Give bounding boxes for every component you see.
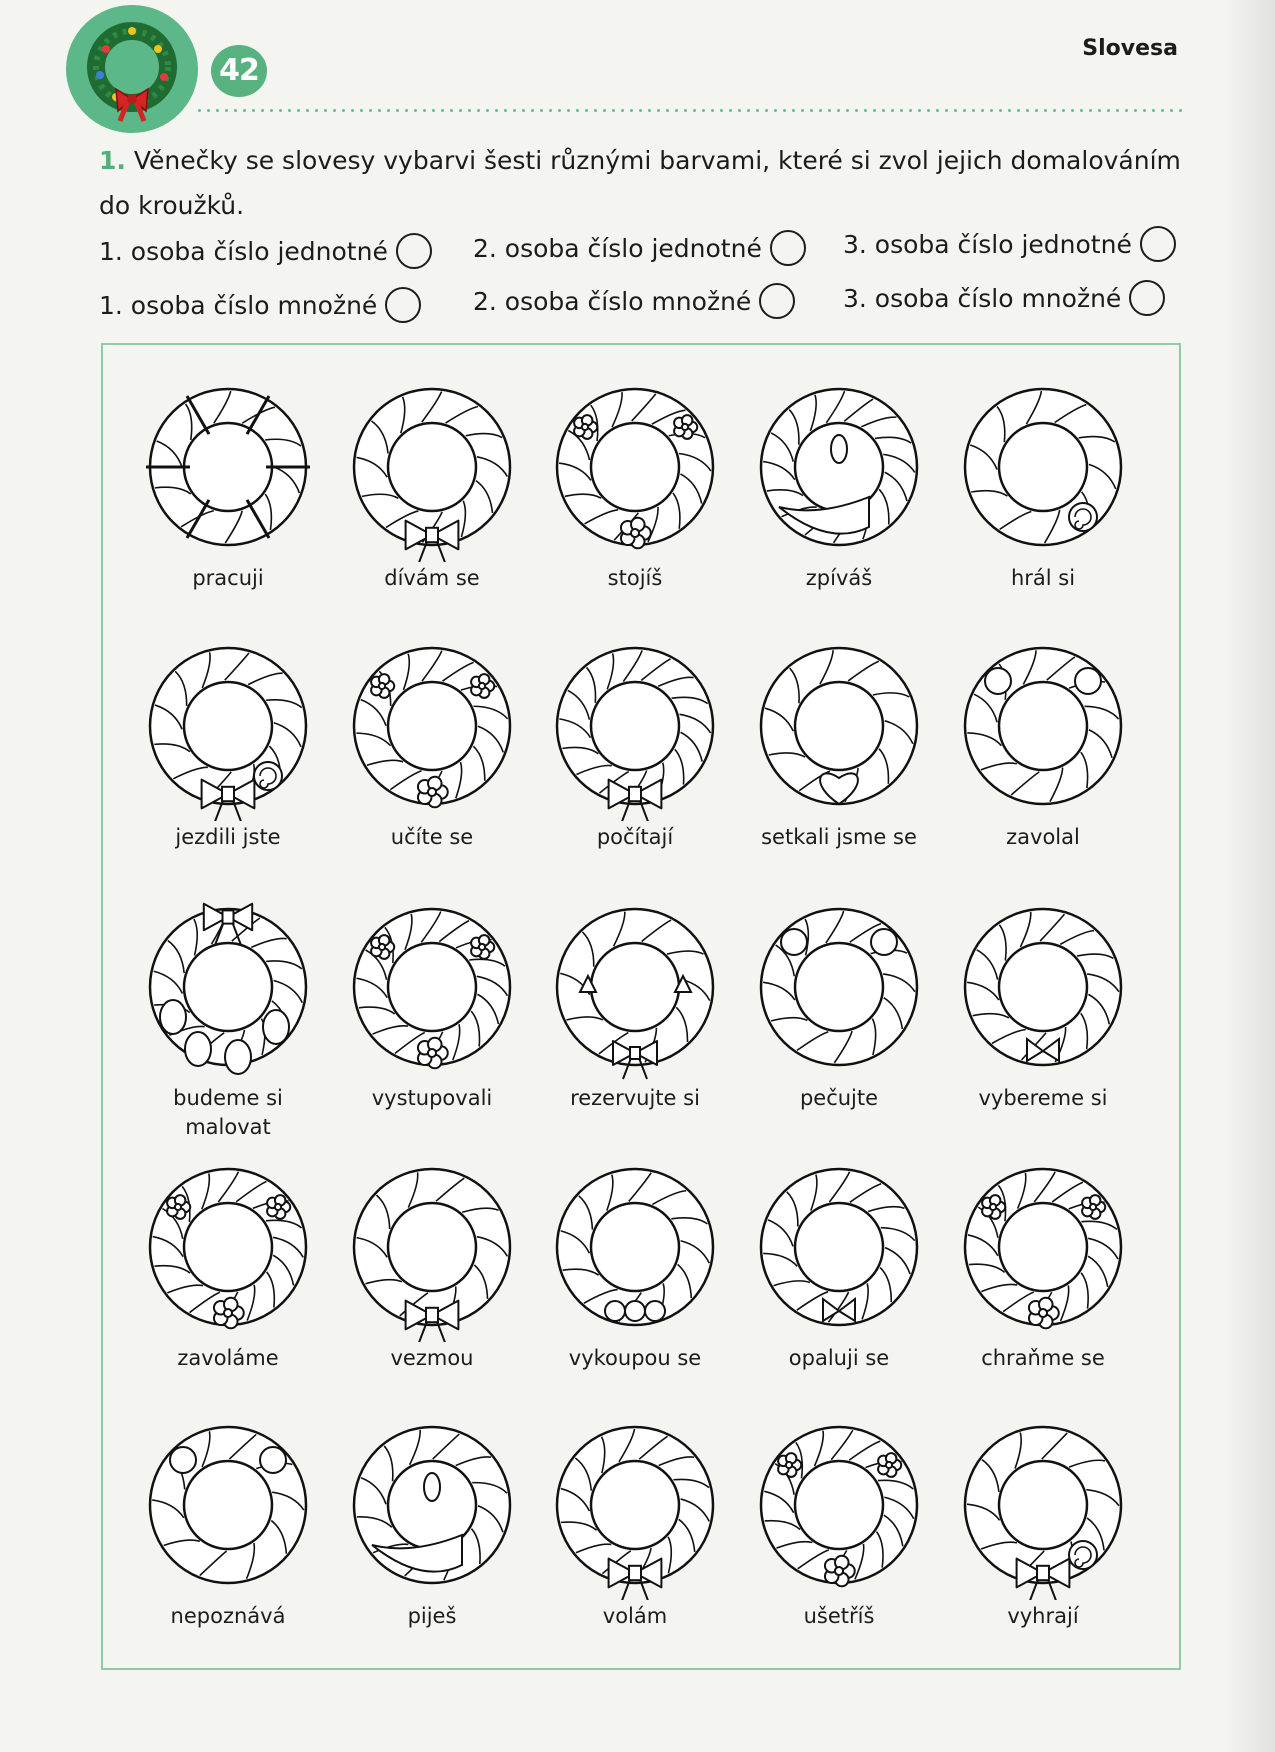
wreath-verb-label: zavolal bbox=[1006, 825, 1080, 849]
legend-item bbox=[473, 230, 806, 266]
flower-wreath-icon[interactable] bbox=[540, 372, 730, 562]
page-badge bbox=[66, 5, 198, 133]
rose-wreath-icon[interactable] bbox=[948, 372, 1138, 562]
section-title: Slovesa bbox=[1082, 36, 1178, 61]
wreath-card[interactable] bbox=[739, 1410, 939, 1631]
wreath-card[interactable] bbox=[128, 631, 328, 852]
wreath-verb-label: vybereme si bbox=[978, 1086, 1108, 1110]
egg-wreath-icon[interactable] bbox=[133, 892, 323, 1082]
wreath-verb-label: vezmou bbox=[390, 1346, 474, 1370]
legend-item bbox=[843, 226, 1176, 262]
wreath-verb-label: volám bbox=[602, 1604, 668, 1628]
wreath-card[interactable] bbox=[332, 1152, 532, 1373]
color-circle[interactable] bbox=[396, 233, 432, 269]
wreath-card[interactable] bbox=[128, 1152, 328, 1373]
wreath-verb-label: dívám se bbox=[384, 566, 480, 590]
wreath-card[interactable] bbox=[332, 1410, 532, 1631]
rose-bow-wreath-icon[interactable] bbox=[948, 1410, 1138, 1600]
bow-wreath-icon[interactable] bbox=[337, 1152, 527, 1342]
wreath-verb-label: zavoláme bbox=[177, 1346, 279, 1370]
flower-wreath-icon[interactable] bbox=[337, 892, 527, 1082]
wreath-verb-label: zpíváš bbox=[805, 566, 873, 590]
wreath-verb-label: jezdili jste bbox=[175, 825, 281, 849]
wreath-card[interactable] bbox=[943, 372, 1143, 593]
legend-item bbox=[99, 233, 432, 269]
legend-item bbox=[473, 283, 795, 319]
wreath-card[interactable] bbox=[943, 1410, 1143, 1631]
wreath-verb-label: učíte se bbox=[390, 825, 474, 849]
wreath-verb-label: počítají bbox=[596, 825, 674, 849]
rose-bow-wreath-icon[interactable] bbox=[133, 631, 323, 821]
wreath-verb-label: chraňme se bbox=[981, 1346, 1105, 1370]
page-edge-shadow bbox=[1225, 0, 1275, 1752]
wreath-verb-label: vykoupou se bbox=[568, 1346, 702, 1370]
wreath-verb-label: budeme si malovat bbox=[173, 1086, 283, 1139]
wreath-card[interactable] bbox=[943, 1152, 1143, 1373]
wreath-card[interactable] bbox=[535, 892, 735, 1113]
wreath-verb-label: piješ bbox=[407, 1604, 457, 1628]
wreath-card[interactable] bbox=[943, 631, 1143, 852]
wreath-card[interactable] bbox=[128, 892, 328, 1142]
flower-wreath-icon[interactable] bbox=[948, 1152, 1138, 1342]
wreath-card[interactable] bbox=[739, 1152, 939, 1373]
wreath-card[interactable] bbox=[332, 631, 532, 852]
legend-label: 2. osoba číslo jednotné bbox=[473, 233, 762, 263]
wreath-card[interactable] bbox=[535, 372, 735, 593]
color-circle[interactable] bbox=[770, 230, 806, 266]
wreath-card[interactable] bbox=[943, 892, 1143, 1113]
flower-wreath-icon[interactable] bbox=[337, 631, 527, 821]
color-circle[interactable] bbox=[385, 287, 421, 323]
heart-wreath-icon[interactable] bbox=[744, 631, 934, 821]
color-circle[interactable] bbox=[1129, 280, 1165, 316]
wreath-verb-label: opaluji se bbox=[788, 1346, 890, 1370]
legend-item bbox=[843, 280, 1165, 316]
wreath-card[interactable] bbox=[739, 372, 939, 593]
wreath-card[interactable] bbox=[535, 631, 735, 852]
butterfly-wreath-icon[interactable] bbox=[744, 1152, 934, 1342]
wreath-card[interactable] bbox=[739, 892, 939, 1113]
wreath-verb-label: vystupovali bbox=[371, 1086, 493, 1110]
flower-wreath-icon[interactable] bbox=[744, 1410, 934, 1600]
dotted-divider bbox=[195, 109, 1185, 112]
wreath-card[interactable] bbox=[332, 372, 532, 593]
tulip-wreath-icon[interactable] bbox=[540, 892, 730, 1082]
wreath-card[interactable] bbox=[128, 372, 328, 593]
wreath-verb-label: hrál si bbox=[1010, 566, 1076, 590]
cornucopia-wreath-icon[interactable] bbox=[744, 372, 934, 562]
legend-label: 3. osoba číslo množné bbox=[843, 283, 1122, 313]
apple-wreath-icon[interactable] bbox=[540, 1152, 730, 1342]
wreath-verb-label: rezervujte si bbox=[570, 1086, 700, 1110]
wreath-card[interactable] bbox=[332, 892, 532, 1113]
legend-item bbox=[99, 287, 421, 323]
task-text: Věnečky se slovesy vybarvi šesti různými barvami, které si zvol jejich domalováním do kroužků. bbox=[99, 146, 1181, 220]
legend-label: 1. osoba číslo jednotné bbox=[99, 236, 388, 266]
christmas-wreath-icon bbox=[76, 13, 188, 125]
bow-wreath-icon[interactable] bbox=[540, 631, 730, 821]
flower-wreath-icon[interactable] bbox=[133, 1152, 323, 1342]
legend-label: 1. osoba číslo množné bbox=[99, 290, 378, 320]
wreath-verb-label: setkali jsme se bbox=[761, 825, 917, 849]
bird-wreath-icon[interactable] bbox=[744, 892, 934, 1082]
task-number: 1. bbox=[99, 146, 126, 175]
wreath-card[interactable] bbox=[535, 1410, 735, 1631]
bow-wreath-icon[interactable] bbox=[540, 1410, 730, 1600]
butterfly-wreath-icon[interactable] bbox=[948, 892, 1138, 1082]
cornucopia-wreath-icon[interactable] bbox=[337, 1410, 527, 1600]
legend-label: 3. osoba číslo jednotné bbox=[843, 229, 1132, 259]
wreath-card[interactable] bbox=[739, 631, 939, 852]
wreath-verb-label: nepoznává bbox=[170, 1604, 286, 1628]
bird-wreath-icon[interactable] bbox=[133, 1410, 323, 1600]
color-circle[interactable] bbox=[759, 283, 795, 319]
wreath-verb-label: vyhrají bbox=[1007, 1604, 1079, 1628]
wreath-card[interactable] bbox=[128, 1410, 328, 1631]
bow-wreath-icon[interactable] bbox=[337, 372, 527, 562]
page-number: 42 bbox=[211, 45, 267, 97]
task-instruction bbox=[99, 138, 1189, 228]
wreath-verb-label: ušetříš bbox=[803, 1604, 875, 1628]
wreath-verb-label: stojíš bbox=[607, 566, 663, 590]
bird-wreath-icon[interactable] bbox=[948, 631, 1138, 821]
wreath-card[interactable] bbox=[535, 1152, 735, 1373]
color-circle[interactable] bbox=[1140, 226, 1176, 262]
wreath-verb-label: pečujte bbox=[799, 1086, 879, 1110]
wreath-verb-label: pracuji bbox=[192, 566, 264, 590]
legend-label: 2. osoba číslo množné bbox=[473, 286, 752, 316]
wheat-wreath-icon[interactable] bbox=[133, 372, 323, 562]
